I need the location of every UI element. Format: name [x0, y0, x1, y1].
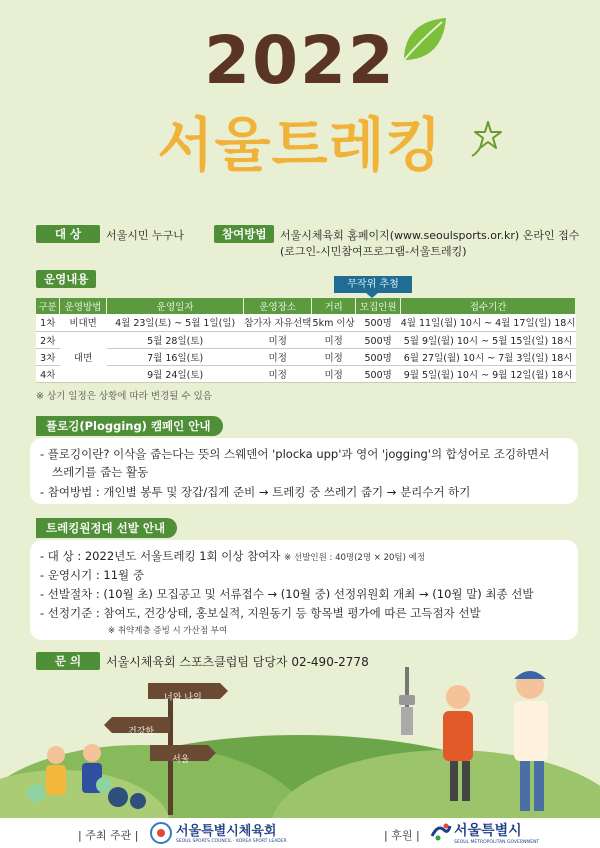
- plogging-line3: - 참여방법 : 개인별 봉투 및 장갑/집게 준비 → 트레킹 중 쓰레기 줍기 → 분리수거 하기: [40, 485, 471, 499]
- footer: [0, 818, 600, 848]
- col-header: 모집인원: [356, 298, 401, 314]
- table-cell: 5월 28일(토): [107, 331, 244, 348]
- sign-text-2: 건강한: [128, 727, 155, 737]
- col-header: 접수기간: [401, 298, 576, 314]
- volunteer-line2: - 운영시기 : 11월 중: [40, 568, 144, 582]
- title-year: 2022: [204, 22, 396, 99]
- table-cell: 9월 24일(토): [107, 365, 244, 382]
- schedule-label: 운영내용: [36, 270, 96, 288]
- table-cell: 미정: [244, 331, 312, 348]
- table-cell: 4월 11일(월) 10시 ~ 4월 17일(일) 18시: [401, 314, 576, 331]
- table-cell: 대면: [60, 331, 107, 382]
- volunteer-label: 트레킹원정대 선발 안내: [36, 518, 177, 538]
- table-cell: 5km 이상: [312, 314, 356, 331]
- table-cell: 미정: [312, 348, 356, 365]
- plogging-line2: 쓰레기를 줍는 활동: [52, 465, 149, 479]
- col-header: 운영일자: [107, 298, 244, 314]
- host-label: | 주최 주관 |: [78, 829, 139, 842]
- trekking-illustration: [0, 655, 600, 820]
- table-cell: 3차: [36, 348, 60, 365]
- sign-text-1: 너와 나의: [164, 693, 202, 703]
- table-cell: 2차: [36, 331, 60, 348]
- table-cell: 500명: [356, 331, 401, 348]
- target-label: 대 상: [36, 225, 100, 243]
- table-cell: 500명: [356, 365, 401, 382]
- target-value: 서울시민 누구나: [106, 229, 184, 242]
- table-cell: 5월 9일(월) 10시 ~ 5월 15일(일) 18시: [401, 331, 576, 348]
- table-cell: 9월 5일(월) 10시 ~ 9월 12일(월) 18시: [401, 365, 576, 382]
- table-cell: 7월 16일(토): [107, 348, 244, 365]
- lottery-badge: 무작위 추첨: [334, 276, 412, 293]
- plogging-line1: - 플로깅이란? 이삭을 줍는다는 뜻의 스웨덴어 'plocka upp'과 영어 'jogging'의 합성어로 조깅하면서: [40, 447, 550, 461]
- table-cell: 참가자 자유선택: [244, 314, 312, 331]
- sponsor-logo-icon: [430, 822, 452, 842]
- table-header-row: [36, 298, 576, 314]
- plogging-panel: [30, 438, 578, 504]
- table-cell: 500명: [356, 348, 401, 365]
- table-cell: 미정: [244, 348, 312, 365]
- method-line2: (로그인-시민참여프로그램-서울트레킹): [280, 245, 467, 258]
- host-name: 서울특별시체육회: [176, 824, 277, 839]
- host-logo-icon: [150, 822, 172, 844]
- title-main: 서울트레킹: [157, 111, 443, 179]
- volunteer-panel: [30, 540, 578, 640]
- table-cell: 4월 23일(토) ~ 5월 1일(일): [107, 314, 244, 331]
- volunteer-target-note: ※ 선발인원 : 40명(2명 × 20팀) 예정: [284, 553, 426, 563]
- table-cell: 미정: [244, 365, 312, 382]
- volunteer-line3: - 선발절차 : (10월 초) 모집공고 및 서류접수 → (10월 중) 선정위원회 개최 → (10월 말) 최종 선발: [40, 587, 534, 601]
- plogging-label: 플로깅(Plogging) 캠페인 안내: [36, 416, 223, 436]
- sponsor-name: 서울특별시: [454, 823, 522, 839]
- table-cell: 500명: [356, 314, 401, 331]
- volunteer-line1: [40, 548, 425, 564]
- table-cell: 6월 27일(월) 10시 ~ 7월 3일(일) 18시: [401, 348, 576, 365]
- table-cell: 1차: [36, 314, 60, 331]
- contact-label: 문 의: [36, 652, 100, 670]
- contact-value: 서울시체육회 스포츠클럽팀 담당자 02-490-2778: [106, 655, 369, 669]
- table-row: [36, 348, 576, 365]
- volunteer-line4: - 선정기준 : 참여도, 건강상태, 홍보실적, 지원동기 등 항목별 평가에 따른 고득점자 선발: [40, 606, 481, 620]
- table-cell: 미정: [312, 331, 356, 348]
- volunteer-target: - 대 상 : 2022년도 서울트레킹 1회 이상 참여자: [40, 549, 281, 563]
- sponsor-sub: SEOUL METROPOLITAN GOVERNMENT: [454, 840, 540, 845]
- table-row: [36, 365, 576, 382]
- table-cell: 4차: [36, 365, 60, 382]
- star-icon: [470, 118, 506, 158]
- method-line1: 서울시체육회 홈페이지(www.seoulsports.or.kr) 온라인 접수: [280, 229, 580, 242]
- col-header: 거리: [312, 298, 356, 314]
- method-label: 참여방법: [214, 225, 274, 243]
- sponsor-label: | 후원 |: [384, 829, 420, 842]
- table-cell: 미정: [312, 365, 356, 382]
- table-cell: 비대면: [60, 314, 107, 331]
- host-sub: SEOUL SPORTS COUNCIL · KOREA SPORT LEADER: [176, 839, 287, 844]
- col-header: 운영장소: [244, 298, 312, 314]
- col-header: 구분: [36, 298, 60, 314]
- table-row: [36, 331, 576, 348]
- schedule-table: [36, 298, 576, 383]
- schedule-note: ※ 상기 일정은 상황에 따라 변경될 수 있음: [36, 391, 212, 402]
- leaf-icon: [398, 14, 450, 66]
- table-row: [36, 314, 576, 331]
- col-header: 운영방법: [60, 298, 107, 314]
- sign-text-3: 서울: [172, 755, 190, 765]
- volunteer-line4-note: ※ 취약계층 증빙 시 가산점 부여: [108, 626, 228, 636]
